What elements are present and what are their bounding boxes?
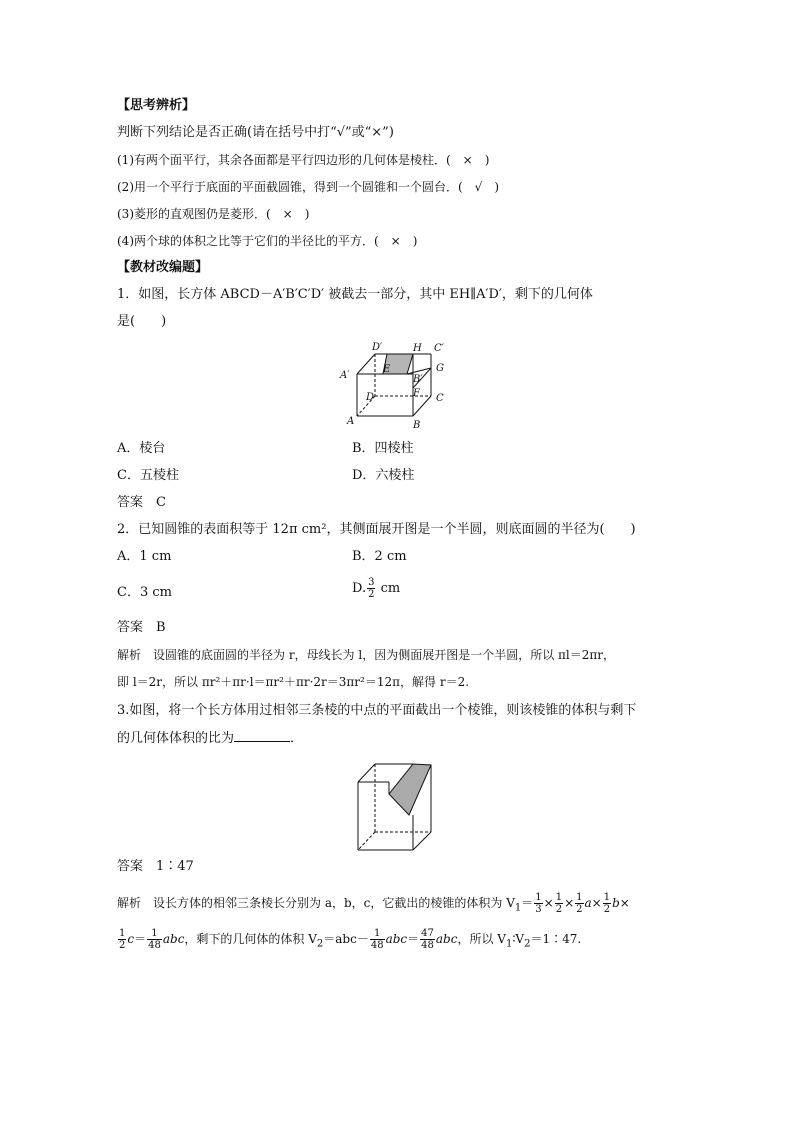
- q3-stem-end: ．: [290, 731, 304, 746]
- q2-option-d: [352, 577, 400, 600]
- q1-label-A: A: [347, 416, 355, 427]
- q1-label-Ap: A′: [340, 370, 350, 381]
- fraction-numerator: 1: [147, 928, 162, 940]
- q2-option-d-unit: cm: [376, 581, 401, 596]
- var-b: b: [612, 896, 620, 910]
- q2-analysis-line2: 即 l＝2r，所以 πr²＋πr·l＝πr²＋πr·2r＝3πr²＝12π，解得 r＝2.: [117, 675, 470, 689]
- q1-answer: 答案 C: [117, 495, 166, 510]
- times: ×: [619, 896, 630, 910]
- equals: ＝: [407, 932, 420, 946]
- q3-edge: [413, 832, 431, 850]
- q3-analysis-text: 解析 设长方体的相邻三条棱长分别为 a，b，c，它截出的棱锥的体积为 V: [117, 896, 515, 910]
- equals: ＝: [134, 932, 147, 946]
- equals: ＝: [521, 896, 534, 910]
- q1-label-Bp: B′: [413, 374, 423, 385]
- var-abc: abc: [162, 932, 185, 946]
- fraction-denominator: 48: [421, 940, 434, 951]
- thinking-item-3: (3)菱形的直观图仍是菱形．( × ): [117, 207, 310, 221]
- q3-analysis-text: ＝abc－: [323, 932, 369, 946]
- q1-option-c: C．五棱柱: [117, 468, 179, 483]
- fraction-numerator: 47: [421, 928, 434, 939]
- q1-label-G: G: [436, 363, 444, 374]
- q3-stem-line2: [117, 729, 303, 748]
- subscript: 2: [316, 938, 324, 950]
- subscript: 2: [524, 938, 531, 950]
- q3-analysis-line1: [117, 892, 630, 919]
- thinking-heading: 【思考辨析】: [117, 98, 196, 113]
- subscript: 1: [514, 902, 522, 914]
- q1-cuboid-figure: [335, 338, 455, 430]
- fraction-numerator: 1: [370, 928, 385, 940]
- q1-edge: [357, 354, 375, 374]
- q1-label-E: E: [383, 364, 391, 375]
- q1-option-b: B．四棱柱: [352, 441, 414, 456]
- q1-stem-line1: 1．如图，长方体 ABCD－A′B′C′D′ 被截去一部分，其中 EH∥A′D′，剩下的几何体: [117, 287, 593, 302]
- q3-edge: [358, 764, 375, 782]
- q1-label-Dp: D′: [372, 342, 383, 353]
- var-a: a: [584, 896, 592, 910]
- q3-cut-pyramid: [389, 764, 431, 815]
- fraction: [575, 892, 583, 915]
- thinking-item-1: (1)有两个面平行，其余各面都是平行四边形的几何体是棱柱．( × ): [117, 153, 490, 167]
- fraction-denominator: 2: [603, 904, 611, 915]
- q1-label-B: B: [413, 420, 421, 430]
- q1-stem-line2: 是( ): [117, 314, 167, 329]
- q2-option-d-fraction: [367, 577, 375, 600]
- times: ×: [591, 896, 602, 910]
- q3-hidden-edge: [358, 832, 375, 850]
- q2-option-a: A．1 cm: [117, 549, 172, 564]
- q2-stem: 2．已知圆锥的表面积等于 12π cm²，其侧面展开图是一个半圆，则底面圆的半径为( ): [117, 522, 636, 537]
- q3-analysis-text: ＝1∶47.: [530, 932, 582, 946]
- q3-stem-line1: 3.如图，将一个长方体用过相邻三条棱的中点的平面截出一个棱锥，则该棱锥的体积与剩下: [117, 703, 637, 718]
- q1-option-a: A．棱台: [117, 441, 166, 456]
- times: ×: [543, 896, 554, 910]
- q3-answer-blank: [234, 729, 290, 742]
- q2-option-c: C．3 cm: [117, 585, 172, 600]
- fraction-numerator: 3: [368, 577, 375, 588]
- q3-cuboid-figure: [355, 760, 435, 852]
- textbook-heading: 【教材改编题】: [117, 260, 209, 275]
- q1-label-D: D: [366, 392, 375, 403]
- q3-stem-text: 的几何体体积的比为: [117, 731, 235, 746]
- q2-option-d-prefix: D.: [352, 581, 367, 596]
- var-c: c: [127, 932, 135, 946]
- q1-label-C: C: [436, 393, 444, 404]
- fraction-denominator: 2: [576, 904, 583, 915]
- thinking-item-4: (4)两个球的体积之比等于它们的半径比的平方．( × ): [117, 234, 418, 248]
- fraction-numerator: 1: [119, 928, 126, 939]
- q1-option-d: D．六棱柱: [352, 468, 415, 483]
- fraction-denominator: 48: [148, 940, 161, 951]
- fraction: [147, 928, 162, 951]
- fraction-numerator: 1: [555, 892, 563, 903]
- fraction-numerator: 1: [535, 892, 542, 903]
- q1-label-H: H: [413, 343, 422, 354]
- q3-analysis-line2: [117, 928, 581, 955]
- subscript: 1: [505, 938, 513, 950]
- fraction: [370, 928, 385, 951]
- q1-label-Cp: C′: [434, 343, 444, 354]
- fraction-denominator: 2: [555, 904, 563, 915]
- times: ×: [564, 896, 575, 910]
- fraction: [420, 928, 435, 951]
- fraction-denominator: 48: [370, 940, 384, 951]
- q2-analysis-line1: 解析 设圆锥的底面圆的半径为 r，母线长为 l，因为侧面展开图是一个半圆，所以 πl＝2πr，: [117, 648, 616, 662]
- fraction: [555, 892, 563, 915]
- thinking-item-2: (2)用一个平行于底面的平面截圆锥，得到一个圆锥和一个圆台．( √ ): [117, 180, 500, 194]
- fraction-denominator: 2: [368, 589, 375, 600]
- fraction-numerator: 1: [603, 892, 611, 903]
- q3-answer: 答案 1∶47: [117, 859, 194, 874]
- fraction-denominator: 2: [119, 940, 126, 951]
- q1-edge: [413, 396, 431, 416]
- fraction-denominator: 3: [535, 904, 542, 915]
- q3-analysis-text: ，所以 V: [457, 932, 506, 946]
- q3-analysis-text: ，剩下的几何体的体积 V: [184, 932, 317, 946]
- q1-label-F: F: [413, 388, 420, 399]
- fraction: [118, 928, 126, 951]
- var-abc: abc: [385, 932, 408, 946]
- q2-answer: 答案 B: [117, 620, 166, 635]
- q2-option-b: B．2 cm: [352, 549, 407, 564]
- fraction: [603, 892, 611, 915]
- fraction-numerator: 1: [576, 892, 583, 903]
- thinking-intro: 判断下列结论是否正确(请在括号中打“√”或“×”): [117, 125, 394, 140]
- q3-analysis-text: ∶V: [512, 932, 525, 946]
- var-abc: abc: [435, 932, 458, 946]
- fraction: [534, 892, 542, 915]
